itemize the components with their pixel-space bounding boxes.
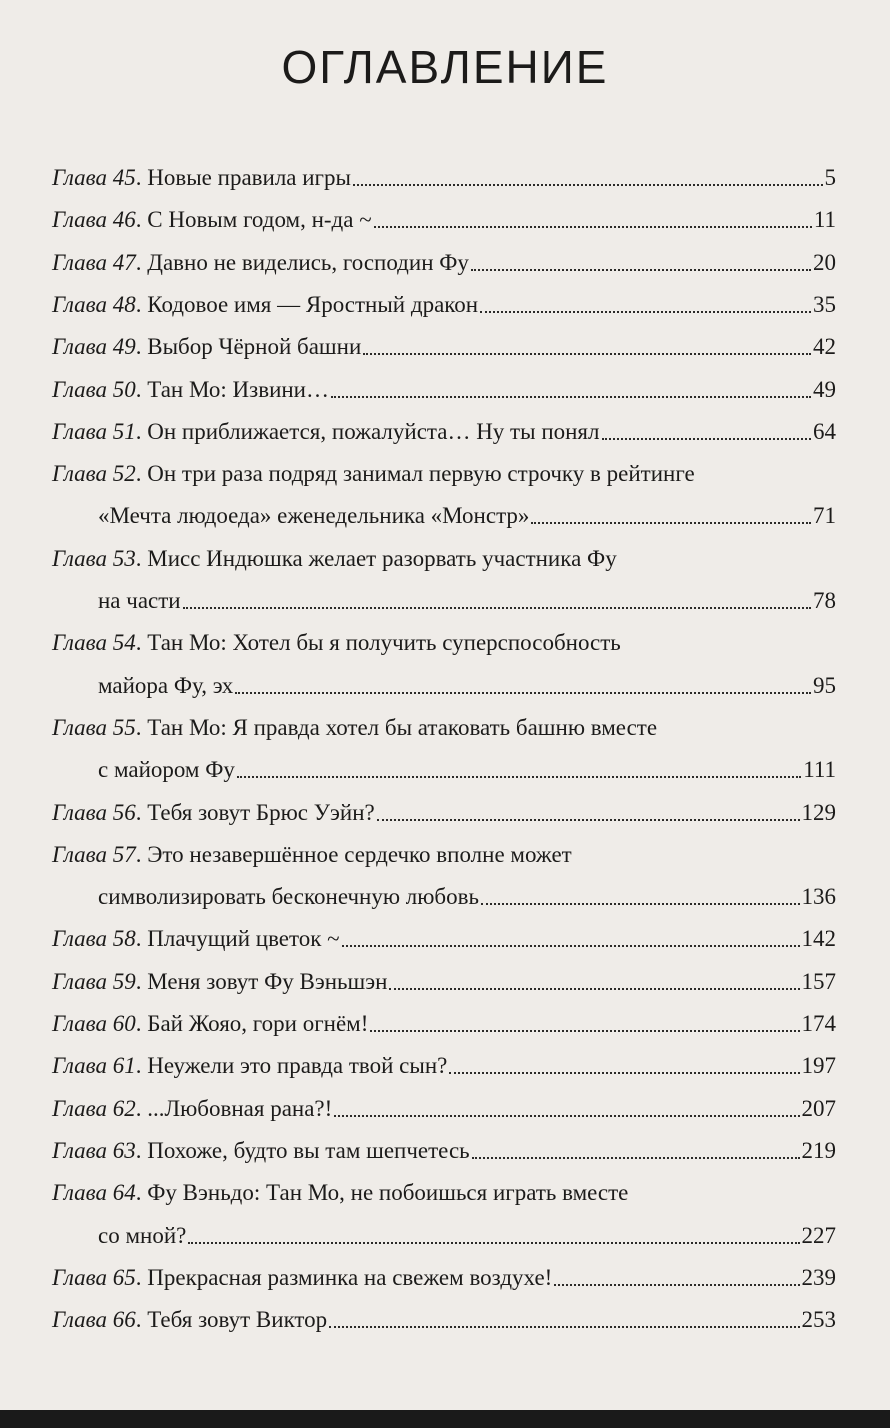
chapter-number: Глава 47 [52, 250, 136, 275]
dot-leader [480, 311, 811, 313]
dot-leader [389, 988, 799, 990]
toc-entry-continuation [98, 882, 836, 912]
toc-entry [52, 163, 836, 193]
chapter-number: Глава 66 [52, 1307, 136, 1332]
toc-entry [52, 248, 836, 278]
toc-entry-continuation [98, 671, 836, 701]
dot-leader [363, 353, 811, 355]
page-number: 49 [813, 377, 836, 402]
dot-leader [342, 945, 800, 947]
page-number: 11 [813, 207, 836, 232]
dot-leader [334, 1115, 799, 1117]
dot-leader [374, 226, 812, 228]
page-number: 78 [813, 588, 836, 613]
toc-entry-continuation [98, 755, 836, 785]
chapter-number: Глава 57 [52, 842, 136, 867]
chapter-title: Тебя зовут Виктор [147, 1307, 328, 1332]
chapter-separator: . [135, 419, 148, 444]
chapter-title: ...Любовная рана?! [147, 1096, 333, 1121]
chapter-separator: . [135, 630, 148, 655]
dot-leader [554, 1284, 799, 1286]
chapter-separator: . [135, 292, 148, 317]
page-number: 174 [801, 1011, 836, 1036]
chapter-title: с майором Фу [98, 757, 235, 782]
page-number: 111 [803, 757, 836, 782]
chapter-separator: . [135, 377, 148, 402]
page-number: 71 [813, 503, 836, 528]
chapter-title: символизировать бесконечную любовь [98, 884, 479, 909]
page-number: 157 [801, 969, 836, 994]
chapter-separator: . [135, 334, 148, 359]
toc-entry [52, 205, 836, 235]
toc-entry [52, 1009, 836, 1039]
chapter-title: Плачущий цветок ~ [147, 926, 340, 951]
chapter-number: Глава 56 [52, 800, 136, 825]
chapter-number: Глава 46 [52, 207, 136, 232]
toc-entry [52, 967, 836, 997]
dot-leader [353, 184, 823, 186]
chapter-title: Он три раза подряд занимал первую строчку в рейтинге [147, 461, 695, 486]
chapter-title: Тебя зовут Брюс Уэйн? [147, 800, 375, 825]
chapter-title: Бай Жояо, гори огнём! [147, 1011, 369, 1036]
chapter-separator: . [135, 842, 148, 867]
chapter-number: Глава 45 [52, 165, 136, 190]
chapter-title: Это незавершённое сердечко вполне может [147, 842, 572, 867]
dot-leader [331, 396, 811, 398]
chapter-separator: . [135, 546, 148, 571]
dot-leader [472, 1157, 800, 1159]
toc-entry [52, 375, 836, 405]
chapter-number: Глава 54 [52, 630, 136, 655]
dot-leader [237, 776, 801, 778]
chapter-title: майора Фу, эх [98, 673, 234, 698]
toc-entry [52, 713, 836, 743]
dot-leader [329, 1326, 799, 1328]
chapter-separator: . [135, 969, 148, 994]
chapter-number: Глава 59 [52, 969, 136, 994]
chapter-title: на части [98, 588, 181, 613]
chapter-number: Глава 52 [52, 461, 136, 486]
dot-leader [481, 903, 800, 905]
chapter-title: Похоже, будто вы там шепчетесь [147, 1138, 470, 1163]
toc-entry [52, 544, 836, 574]
chapter-title: Фу Вэньдо: Тан Мо, не побоишься играть вместе [147, 1180, 629, 1205]
chapter-title: Кодовое имя — Яростный дракон [147, 292, 479, 317]
page-number: 142 [801, 926, 836, 951]
page-number: 64 [813, 419, 836, 444]
chapter-separator: . [135, 1011, 148, 1036]
chapter-title: Тан Мо: Извини… [147, 377, 329, 402]
toc-entry [52, 1136, 836, 1166]
page-number: 253 [801, 1307, 836, 1332]
page-number: 136 [801, 884, 836, 909]
chapter-separator: . [135, 250, 148, 275]
page-number: 219 [801, 1138, 836, 1163]
chapter-title: Новые правила игры [147, 165, 351, 190]
chapter-number: Глава 48 [52, 292, 136, 317]
toc-entry [52, 924, 836, 954]
chapter-separator: . [135, 1180, 148, 1205]
page-number: 95 [813, 673, 836, 698]
chapter-title: Неужели это правда твой сын? [147, 1053, 448, 1078]
chapter-separator: . [135, 715, 148, 740]
page-number: 207 [801, 1096, 836, 1121]
chapter-title: Он приближается, пожалуйста… Ну ты понял [147, 419, 600, 444]
chapter-title: Выбор Чёрной башни [147, 334, 362, 359]
page-number: 20 [813, 250, 836, 275]
chapter-title: Давно не виделись, господин Фу [147, 250, 469, 275]
chapter-separator: . [135, 207, 148, 232]
toc-entry [52, 1094, 836, 1124]
chapter-separator: . [135, 1096, 148, 1121]
page-number: 239 [801, 1265, 836, 1290]
chapter-title: Тан Мо: Хотел бы я получить суперспособность [147, 630, 621, 655]
chapter-number: Глава 49 [52, 334, 136, 359]
chapter-title: Мисс Индюшка желает разорвать участника Фу [147, 546, 617, 571]
toc-entry-continuation [98, 1221, 836, 1251]
chapter-separator: . [135, 1053, 148, 1078]
chapter-number: Глава 51 [52, 419, 136, 444]
toc-entry [52, 1263, 836, 1293]
chapter-number: Глава 58 [52, 926, 136, 951]
dot-leader [377, 819, 800, 821]
chapter-separator: . [135, 165, 148, 190]
chapter-title: С Новым годом, н-да ~ [147, 207, 372, 232]
toc-entry [52, 840, 836, 870]
toc-entry [52, 798, 836, 828]
page-title: ОГЛАВЛЕНИЕ [281, 41, 609, 93]
toc-entry [52, 1051, 836, 1081]
toc-entry [52, 417, 836, 447]
chapter-title: «Мечта людоеда» еженедельника «Монстр» [98, 503, 530, 528]
chapter-number: Глава 61 [52, 1053, 136, 1078]
page-number: 42 [813, 334, 836, 359]
toc-entry-continuation [98, 586, 836, 616]
chapter-separator: . [135, 1265, 148, 1290]
chapter-number: Глава 53 [52, 546, 136, 571]
toc-entry [52, 1305, 836, 1335]
chapter-number: Глава 63 [52, 1138, 136, 1163]
chapter-title: Тан Мо: Я правда хотел бы атаковать башню вместе [147, 715, 658, 740]
chapter-separator: . [135, 800, 148, 825]
chapter-separator: . [135, 461, 148, 486]
chapter-number: Глава 65 [52, 1265, 136, 1290]
chapter-separator: . [135, 1307, 148, 1332]
dot-leader [370, 1030, 799, 1032]
toc-entry-continuation [98, 501, 836, 531]
dot-leader [449, 1072, 799, 1074]
chapter-separator: . [135, 1138, 148, 1163]
dot-leader [235, 692, 811, 694]
chapter-title: со мной? [98, 1223, 187, 1248]
scan-edge [0, 1410, 890, 1428]
dot-leader [188, 1242, 799, 1244]
chapter-number: Глава 64 [52, 1180, 136, 1205]
toc-entry [52, 1178, 836, 1208]
page-number: 227 [801, 1223, 836, 1248]
page-number: 197 [801, 1053, 836, 1078]
toc-entry [52, 332, 836, 362]
dot-leader [183, 607, 811, 609]
page-number: 129 [801, 800, 836, 825]
toc-entry [52, 290, 836, 320]
dot-leader [531, 522, 811, 524]
chapter-number: Глава 50 [52, 377, 136, 402]
chapter-number: Глава 62 [52, 1096, 136, 1121]
chapter-number: Глава 60 [52, 1011, 136, 1036]
chapter-number: Глава 55 [52, 715, 136, 740]
chapter-separator: . [135, 926, 148, 951]
toc-entry [52, 459, 836, 489]
chapter-title: Меня зовут Фу Вэньшэн [147, 969, 388, 994]
page-number: 5 [824, 165, 836, 190]
toc-entry [52, 628, 836, 658]
dot-leader [471, 269, 811, 271]
page-number: 35 [813, 292, 836, 317]
chapter-title: Прекрасная разминка на свежем воздухе! [147, 1265, 553, 1290]
dot-leader [602, 438, 812, 440]
